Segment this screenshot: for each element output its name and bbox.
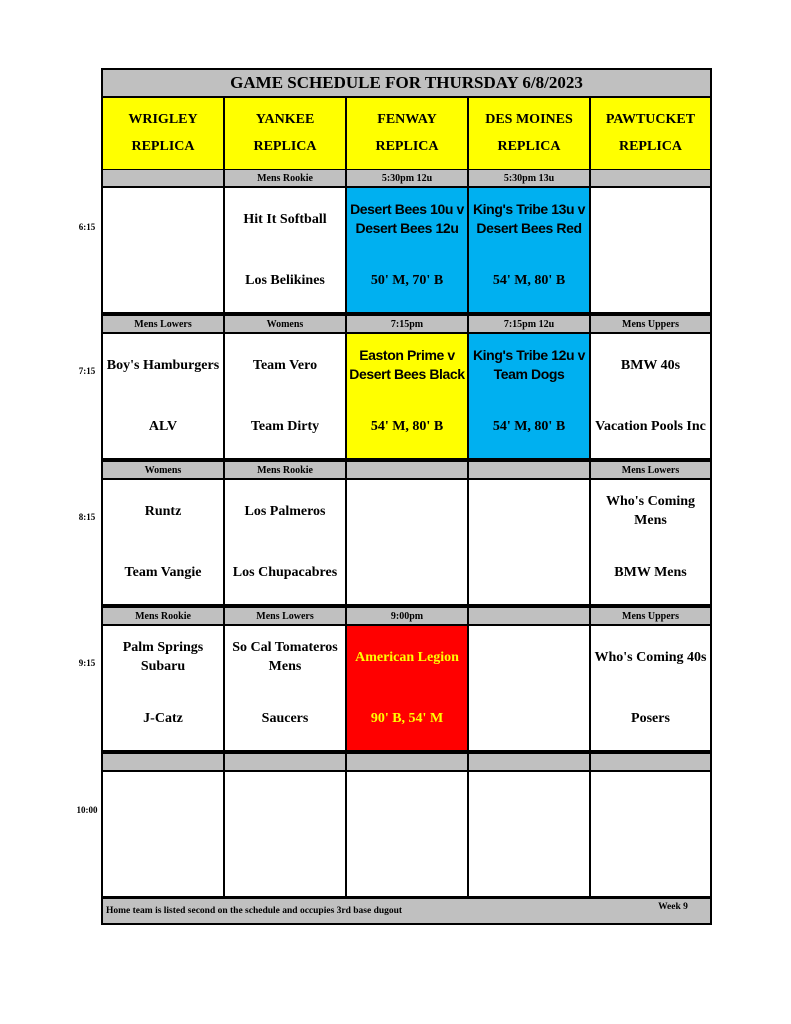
game-cell [103,480,223,604]
game-cell [469,188,589,312]
schedule-title: GAME SCHEDULE FOR THURSDAY 6/8/2023 [103,70,710,96]
game-cell [225,480,345,604]
division-label: 9:00pm [347,608,467,624]
game-cell [103,188,223,312]
game-cell [103,626,223,750]
away-team [591,772,710,834]
park-subtitle: REPLICA [131,139,195,155]
game-cell [469,334,589,458]
footer-bar [103,899,710,923]
division-label [469,462,589,478]
game-cell [347,772,467,896]
park-header-des-moines [469,98,589,169]
park-name: PAWTUCKET [605,111,696,127]
away-team [469,480,589,542]
park-subtitle: REPLICA [618,139,682,155]
division-label: Mens Uppers [591,316,710,332]
away-team: Boy's Hamburgers [106,357,220,373]
away-team: King's Tribe 12u v Team Dogs [472,347,586,382]
away-team [469,772,589,834]
game-cell [591,480,710,604]
week-label: Week 9 [658,902,688,912]
division-label [225,754,345,770]
game-cell [591,188,710,312]
home-team: Los Belikines [245,272,325,288]
park-header-fenway [347,98,467,169]
away-team: Who's Coming Mens [605,494,696,528]
game-cell [103,772,223,896]
time-label: 10:00 [76,805,98,815]
division-label [347,754,467,770]
park-header-yankee [225,98,345,169]
park-name: DES MOINES [485,111,573,127]
home-team: J-Catz [143,710,183,726]
away-team [347,772,467,834]
away-team [591,188,710,250]
park-name: WRIGLEY [128,111,198,127]
home-team: Team Vangie [124,564,202,580]
division-label: Mens Rookie [103,608,223,624]
game-cell [469,626,589,750]
park-name: YANKEE [255,111,315,127]
division-label: Mens Uppers [591,608,710,624]
away-team: Desert Bees 10u v Desert Bees 12u [350,201,464,236]
division-label: Womens [225,316,345,332]
away-team: So Cal Tomateros Mens [232,640,338,674]
park-subtitle: REPLICA [253,139,317,155]
away-team: Los Palmeros [244,503,326,519]
away-team [225,772,345,834]
home-team: BMW Mens [614,564,687,580]
division-label: 5:30pm 13u [469,170,589,186]
home-team: Team Dirty [250,418,320,434]
away-team: BMW 40s [620,357,681,373]
home-team: Saucers [261,710,309,726]
division-label: Mens Lowers [591,462,710,478]
division-label [591,754,710,770]
division-label: 7:15pm 12u [469,316,589,332]
away-team: Team Vero [252,357,318,373]
park-header-wrigley [103,98,223,169]
division-label [591,170,710,186]
game-cell [347,480,467,604]
park-header-pawtucket [591,98,710,169]
home-team [103,834,223,894]
division-label [103,754,223,770]
division-label: Mens Lowers [225,608,345,624]
time-label: 7:15 [78,366,96,376]
home-team: 54' M, 80' B [492,272,566,288]
game-cell [103,334,223,458]
game-cell [225,626,345,750]
away-team: Who's Coming 40s [594,649,707,665]
away-team: King's Tribe 13u v Desert Bees Red [472,201,586,236]
home-team: 90' B, 54' M [370,710,444,726]
home-team [225,834,345,894]
game-cell [225,334,345,458]
away-team: Palm Springs Subaru [122,640,204,674]
home-team [103,250,223,310]
game-cell [591,772,710,896]
away-team [103,188,223,250]
away-team: Hit It Softball [243,211,327,227]
away-team: Runtz [144,503,182,519]
home-team: Los Chupacabres [232,564,338,580]
home-team [469,542,589,602]
division-label: Womens [103,462,223,478]
game-cell [469,480,589,604]
home-team: ALV [148,418,178,434]
game-cell [469,772,589,896]
away-team: Easton Prime v Desert Bees Black [349,347,465,382]
home-team: 54' M, 80' B [370,418,444,434]
away-team [103,772,223,834]
division-label: Mens Rookie [225,170,345,186]
home-team: 50' M, 70' B [370,272,444,288]
away-team [347,480,467,542]
home-team [591,250,710,310]
time-label: 6:15 [78,222,96,232]
home-team [591,834,710,894]
home-team: 54' M, 80' B [492,418,566,434]
park-subtitle: REPLICA [375,139,439,155]
game-cell [591,626,710,750]
away-team: American Legion [355,649,459,665]
home-team: Posers [631,710,670,726]
home-team: Vacation Pools Inc [595,418,706,434]
home-team [347,834,467,894]
division-label: 5:30pm 12u [347,170,467,186]
game-cell [347,334,467,458]
division-label [469,608,589,624]
park-subtitle: REPLICA [497,139,561,155]
division-label [469,754,589,770]
away-team [469,626,589,688]
division-label: Mens Lowers [103,316,223,332]
division-label [347,462,467,478]
game-cell [591,334,710,458]
home-team [347,542,467,602]
division-label [103,170,223,186]
time-label: 8:15 [78,512,96,522]
division-label: Mens Rookie [225,462,345,478]
game-cell [347,626,467,750]
footer-note: Home team is listed second on the schedule and occupies 3rd base dugout [106,906,403,916]
schedule-table [101,68,712,925]
game-cell [225,772,345,896]
time-label: 9:15 [78,658,96,668]
division-label: 7:15pm [347,316,467,332]
home-team [469,688,589,748]
game-cell [347,188,467,312]
home-team [469,834,589,894]
game-cell [225,188,345,312]
park-name: FENWAY [377,111,437,127]
